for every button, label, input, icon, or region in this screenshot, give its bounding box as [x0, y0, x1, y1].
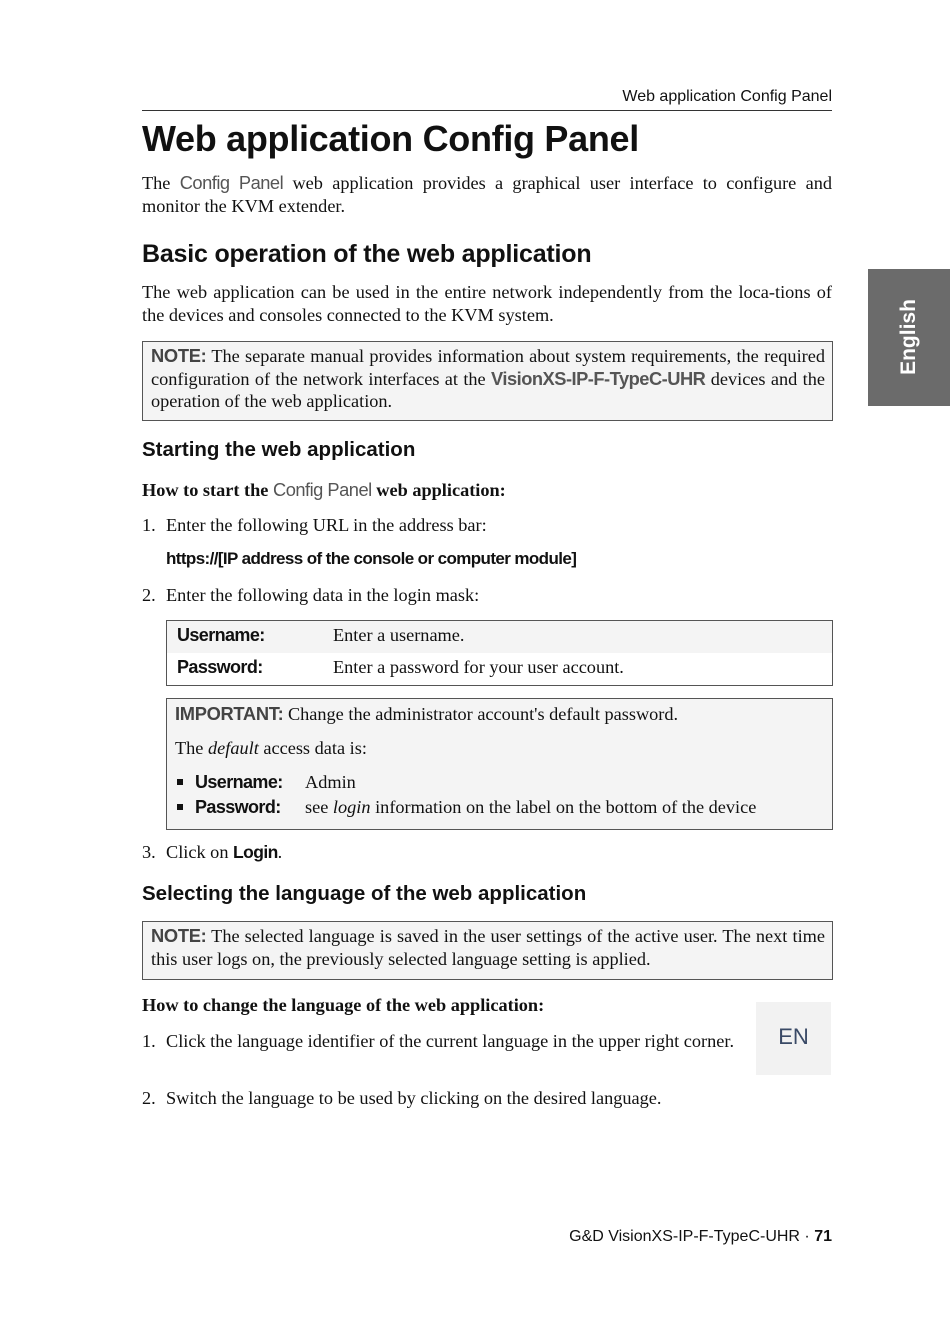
url-text: https://[IP address of the console or computer module]	[166, 549, 577, 568]
note-language-message: The selected language is saved in the user settings of the active user. The next time this user logs on, the previously selected language setting is applied.	[151, 926, 825, 969]
note-box-requirements	[142, 341, 833, 421]
language-badge-label: EN	[778, 1024, 809, 1049]
step1-number: 1.	[142, 515, 156, 535]
intro-app-name: Config Panel	[179, 172, 284, 193]
table-row	[167, 653, 832, 685]
intro-pre: The	[142, 173, 171, 193]
footer-text: G&D VisionXS-IP-F-TypeC-UHR ·	[569, 1228, 815, 1245]
side-tab-label: English	[897, 299, 920, 375]
password-em: login	[332, 797, 371, 817]
important-box	[166, 698, 833, 830]
default-password-value	[305, 797, 756, 818]
default-username-value: Admin	[305, 772, 356, 792]
step1-text: Enter the following URL in the address bar:	[166, 515, 487, 535]
howto-start-app-name: Config Panel	[273, 479, 372, 500]
list-item-step2	[142, 584, 832, 608]
list-item-step3	[142, 841, 832, 865]
note-device-name: VisionXS-IP-F-TypeC-UHR	[491, 367, 706, 389]
language-side-tab	[868, 269, 950, 406]
note-language-text	[151, 925, 825, 970]
note-label: NOTE:	[151, 925, 207, 946]
howto-start-pre: How to start the	[142, 480, 269, 500]
note-label: NOTE:	[151, 345, 207, 366]
note-pre: The separate manual provides information about system requirements, the required configuration of the network interfaces at the	[151, 346, 825, 389]
section-start-heading: Starting the web application	[142, 438, 416, 461]
table-key-username: Username:	[177, 625, 265, 645]
howto-language: How to change the language of the web application:	[142, 995, 545, 1015]
default-em: default	[208, 738, 259, 758]
login-data-table	[166, 620, 833, 686]
step3-post: .	[277, 842, 283, 862]
list-item-lang-step2	[142, 1087, 832, 1111]
step3-number: 3.	[142, 842, 156, 862]
step2-number: 2.	[142, 585, 156, 605]
step2-text: Enter the following data in the login mask:	[166, 585, 480, 605]
default-password-key: Password:	[195, 797, 281, 817]
intro-post: web application provides a graphical user interface to configure and monitor the KVM extender.	[142, 173, 832, 216]
table-value-password: Enter a password for your user account.	[333, 657, 624, 677]
note-requirements-text	[151, 345, 825, 413]
section-basic-text: The web application can be used in the entire network independently from the loca-tions of the devices and consoles connected to the KVM system.	[142, 282, 832, 325]
bullet-square-icon	[177, 779, 183, 785]
table-value-username: Enter a username.	[333, 625, 465, 645]
default-pre: The	[175, 738, 204, 758]
section-basic-heading: Basic operation of the web application	[142, 240, 592, 268]
language-identifier-badge[interactable]	[756, 1002, 831, 1075]
bullet-square-icon	[177, 804, 183, 810]
password-post: information on the label on the bottom of the device	[375, 797, 757, 817]
howto-start	[142, 479, 832, 501]
list-item-lang-step1	[142, 1030, 742, 1076]
intro-paragraph	[142, 172, 832, 217]
table-key-password: Password:	[177, 657, 263, 677]
lang-step2-number: 2.	[142, 1088, 156, 1108]
note-post: devices and the operation of the web application.	[151, 368, 825, 411]
lang-step1-text: Click the language identifier of the current language in the upper right corner.	[166, 1031, 735, 1051]
important-label: IMPORTANT:	[175, 703, 284, 724]
page-number: 71	[814, 1228, 832, 1245]
important-message: Change the administrator account's default password.	[287, 704, 679, 724]
step3-pre: Click on	[166, 842, 229, 862]
howto-start-post: web application:	[376, 480, 506, 500]
password-pre: see	[305, 797, 329, 817]
page-footer	[569, 1228, 832, 1246]
default-username-key: Username:	[195, 772, 283, 792]
lang-step2-text: Switch the language to be used by clicking on the desired language.	[166, 1088, 662, 1108]
lang-step1-number: 1.	[142, 1031, 156, 1051]
important-text	[175, 703, 825, 726]
running-header: Web application Config Panel	[142, 88, 832, 111]
default-post: access data is:	[263, 738, 367, 758]
default-access-text	[175, 737, 825, 760]
table-row	[167, 621, 832, 653]
page-title: Web application Config Panel	[142, 118, 639, 159]
step3-text	[166, 841, 816, 864]
section-lang-heading: Selecting the language of the web application	[142, 882, 587, 905]
note-box-language	[142, 921, 833, 980]
login-button-ref: Login	[233, 842, 278, 862]
list-item-step1	[142, 514, 832, 538]
